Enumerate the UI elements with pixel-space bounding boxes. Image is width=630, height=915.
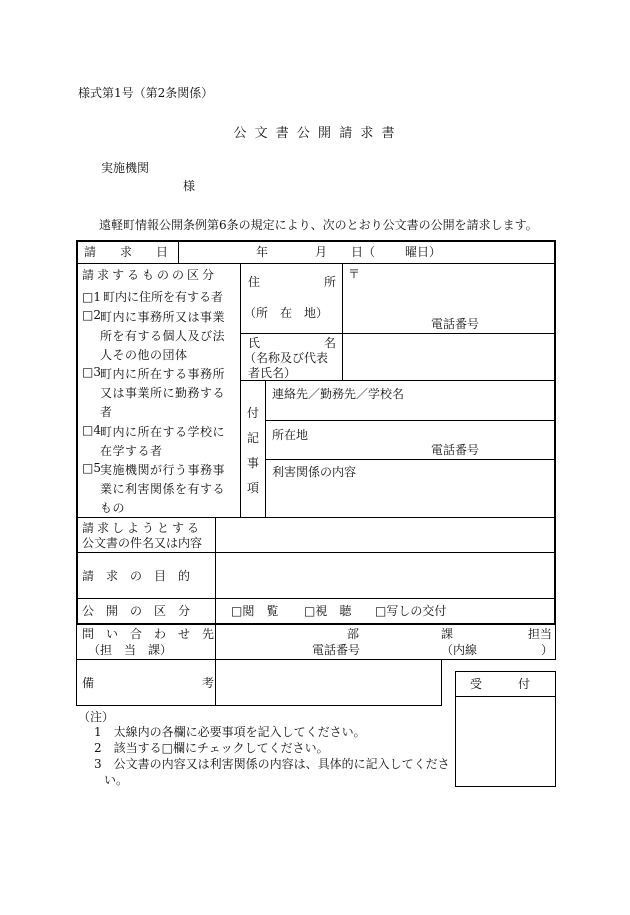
disclosure-type-label: 公 開 の 区 分	[82, 604, 191, 618]
inquiry-sub-label: （担 当 課）	[88, 643, 173, 657]
form-title: 公 文 書 公 開 請 求 書	[233, 126, 397, 141]
date-day-label: 日（	[351, 245, 376, 259]
disclosure-option-listen[interactable]: □視 聴	[304, 604, 352, 618]
inquiry-section-label: 課	[441, 627, 454, 641]
category-option-5-box[interactable]: □5	[82, 461, 101, 475]
inquiry-dept-label: 部	[347, 627, 360, 641]
category-option-2-text: 町内に事務所又は事業所を有する個人及び法人その他の団体	[100, 310, 226, 362]
supplement-char-4: 項	[247, 481, 260, 495]
note-item-3-cont: い。	[104, 773, 129, 787]
category-option-3-text: 町内に所在する事務所又は事業所に勤務する者	[100, 367, 226, 419]
disclosure-option-view[interactable]: □閲 覧	[231, 604, 279, 618]
intro-text: 遠軽町情報公開条例第6条の規定により、次のとおり公文書の公開を請求します。	[99, 218, 538, 232]
category-option-4-box[interactable]: □4	[82, 423, 101, 437]
category-option-3-box[interactable]: □3	[82, 365, 101, 379]
category-option-1-text: 町内に住所を有する者	[103, 290, 224, 304]
category-heading: 請求するものの区分	[82, 268, 218, 282]
supplement-contact-label: 連絡先／勤務先／学校名	[272, 387, 405, 401]
supplement-interest-label: 利害関係の内容	[272, 465, 357, 479]
request-date-label: 請 求 日	[84, 245, 169, 259]
note-item-2: 2 該当する□欄にチェックしてください。	[94, 741, 329, 755]
supplement-char-2: 記	[247, 431, 260, 445]
category-option-5-text: 実施機関が行う事務事業に利害関係を有するもの	[100, 463, 226, 515]
subject-label-line1: 請求しようとする	[82, 521, 203, 535]
category-option-2-box[interactable]: □2	[82, 308, 101, 322]
purpose-label: 請 求 の 目 的	[82, 569, 191, 583]
receipt-label: 受 付	[470, 677, 531, 691]
category-option-1-box[interactable]: □1	[82, 290, 101, 304]
date-year-label: 年	[256, 245, 269, 259]
inquiry-phone-label: 電話番号	[312, 643, 361, 657]
name-label: 氏 名	[248, 336, 336, 350]
note-item-3: 3 公文書の内容又は利害関係の内容は、具体的に記入してくださ	[94, 757, 450, 771]
postal-mark: 〒	[348, 267, 361, 281]
disclosure-option-copy[interactable]: □写しの交付	[375, 604, 447, 618]
supplement-char-1: 付	[247, 406, 260, 420]
supplement-char-3: 事	[247, 456, 260, 470]
inquiry-ext-open: （内線	[441, 643, 478, 657]
supplement-location-label: 所在地	[272, 428, 309, 442]
supplement-phone-label: 電話番号	[431, 443, 480, 457]
address-phone-label: 電話番号	[431, 317, 480, 331]
inquiry-person-label: 担当	[528, 627, 553, 641]
inquiry-label: 問 い 合 わ せ 先	[82, 627, 215, 641]
agency-label: 実施機関	[101, 161, 150, 175]
date-weekday-label: 曜日）	[405, 245, 442, 259]
date-month-label: 月	[315, 245, 328, 259]
category-option-4-text: 町内に所在する学校に在学する者	[100, 425, 226, 458]
subject-label-line2: 公文書の件名又は内容	[82, 536, 203, 550]
address-sub-label: （所 在 地）	[244, 306, 329, 320]
remarks-label: 備 考	[82, 676, 215, 690]
note-item-1: 1 太線内の各欄に必要事項を記入してください。	[94, 725, 366, 739]
inquiry-ext-close: ）	[541, 643, 554, 657]
name-sub-label-2: 者氏名）	[248, 366, 297, 380]
form-id: 様式第1号（第2条関係）	[78, 86, 214, 100]
honorific: 様	[183, 179, 196, 193]
notes-heading: （注）	[78, 710, 115, 724]
address-label: 住 所	[248, 275, 336, 289]
name-sub-label-1: （名称及び代表	[244, 351, 329, 365]
